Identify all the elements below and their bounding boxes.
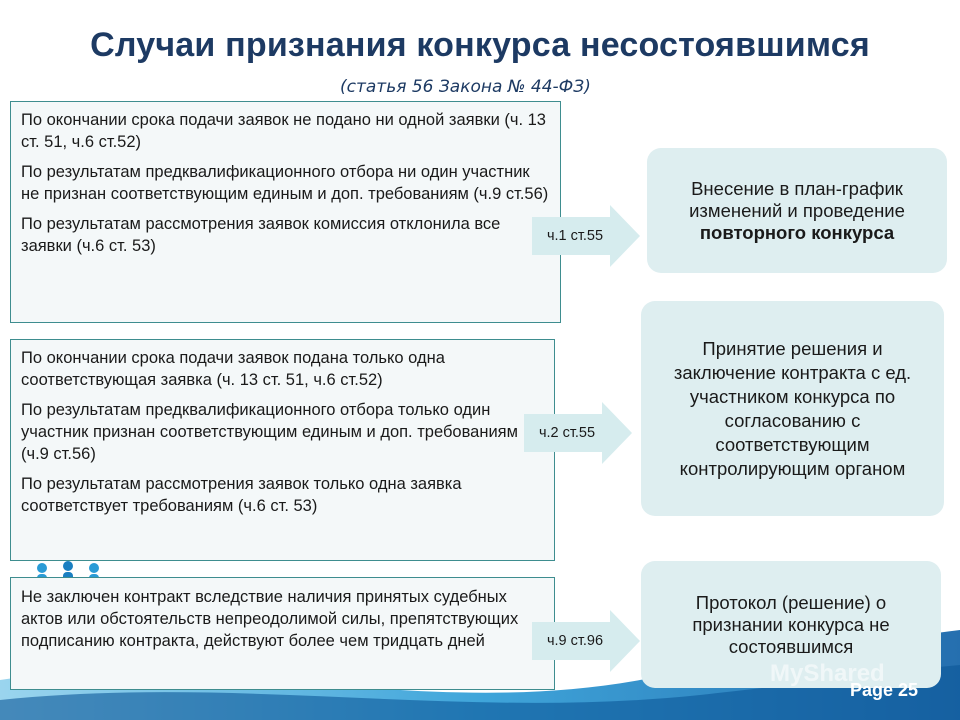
condition-text: По результатам предквалификационного отбора ни один участник не признан соответствующим единым и доп. требованиям (ч.9 ст.56) bbox=[21, 163, 549, 203]
conditions-box-1 bbox=[10, 101, 561, 323]
condition-text: По окончании срока подачи заявок подана только одна соответствующая заявка (ч. 13 ст. 51, ч.6 ст.52) bbox=[21, 349, 445, 389]
result-text-bold: повторного конкурса bbox=[699, 221, 895, 243]
arrow-2 bbox=[524, 402, 632, 464]
arrow-label: ч.2 ст.55 bbox=[538, 425, 596, 441]
condition-text: Не заключен контракт вследствие наличия принятых судебных актов или обстоятельств непреодолимой силы, препятствующих подписанию контракта, действуют более чем тридцать дней bbox=[21, 588, 519, 650]
page-title: Случаи признания конкурса несостоявшимся bbox=[90, 26, 870, 64]
conditions-box-3 bbox=[10, 577, 555, 690]
conditions-box-2 bbox=[10, 339, 555, 561]
result-box-1 bbox=[647, 148, 947, 273]
page-number: Page 25 bbox=[850, 680, 919, 700]
result-text: Протокол (решение) о признании конкурса не состоявшимся bbox=[692, 591, 890, 657]
arrow-label: ч.9 ст.96 bbox=[546, 633, 604, 649]
result-text: Внесение в план-график изменений и проведение bbox=[689, 177, 905, 221]
arrow-3 bbox=[532, 610, 640, 672]
condition-text: По окончании срока подачи заявок не подано ни одной заявки (ч. 13 ст. 51, ч.6 ст.52) bbox=[21, 111, 546, 151]
arrow-label: ч.1 ст.55 bbox=[546, 228, 604, 244]
result-box-2 bbox=[641, 301, 944, 516]
result-text: Принятие решения и заключение контракта с ед. участником конкурса по согласованию с соответствующим контролирующим органом bbox=[673, 337, 912, 479]
page-subtitle: (статья 56 Закона № 44-ФЗ) bbox=[340, 77, 591, 97]
condition-text: По результатам рассмотрения заявок только одна заявка соответствует требованиям (ч.6 ст. 53) bbox=[21, 475, 462, 515]
watermark: MyShared bbox=[770, 660, 885, 687]
condition-text: По результатам предквалификационного отбора только один участник признан соответствующим единым и доп. требованиям (ч.9 ст.56) bbox=[21, 401, 518, 463]
arrow-1 bbox=[532, 205, 640, 267]
condition-text: По результатам рассмотрения заявок комиссия отклонила все заявки (ч.6 ст. 53) bbox=[21, 215, 501, 255]
